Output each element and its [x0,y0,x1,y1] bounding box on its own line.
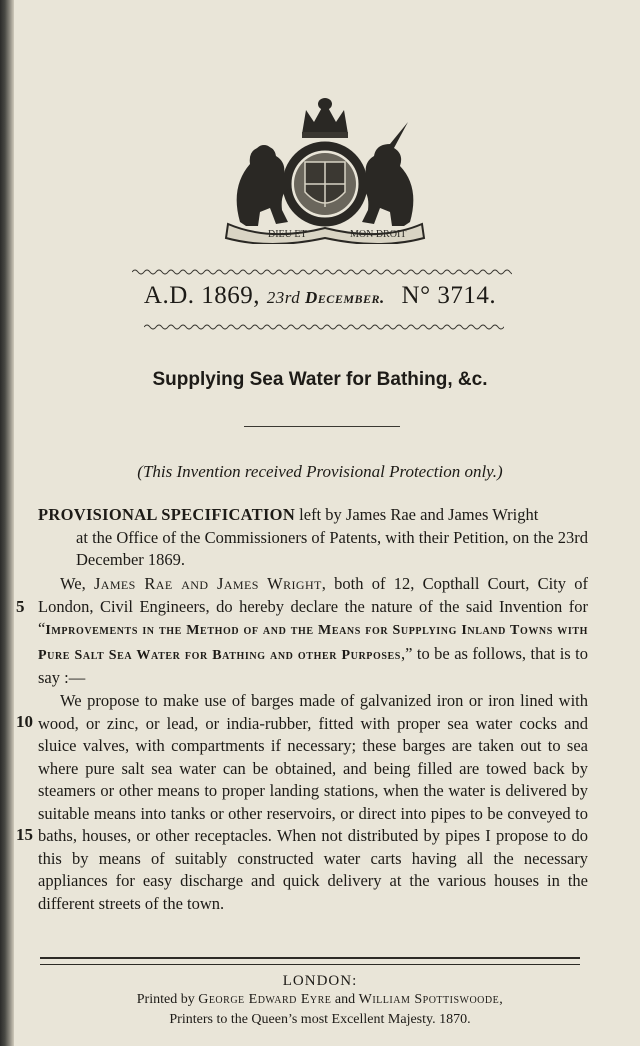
footer-printed-by [0,992,640,1008]
wavy-rule-top [132,268,512,276]
declaration-we: We, [60,574,94,593]
crest-motto-left: DIEU ET [268,229,307,240]
provisional-note: (This Invention received Provisional Protection only.) [137,462,503,481]
line-number-15: 15 [16,825,33,844]
specification-paragraph [38,504,588,572]
patent-title: Supplying Sea Water for Bathing, &c. [152,369,488,390]
date-day: 23rd [266,288,301,307]
specification-continuation: at the Office of the Commissioners of Patents, with their Petition, on the 23rd December 1869. [76,527,588,569]
book-spine-edge [0,0,14,1046]
date-label [267,288,385,307]
printer-name-1: George Edward Eyre [198,992,332,1007]
printer-name-2: William Spottiswoode, [358,992,504,1007]
patent-header [0,282,640,310]
declaration-end: ,” to be as follows, that is to say :— [38,643,588,687]
specification-line1: left by James Rae and James Wright [295,505,539,524]
printed-by-label: Printed by [136,992,199,1007]
footer-double-rule [40,957,580,965]
applicant-names: James Rae and James Wright [93,574,322,593]
declaration-text: , both of 12, Copthall Court, City of London, Civil Engineers, do hereby declare the nature of the said Invention for “ [38,574,589,638]
patent-number: N° 3714. [401,282,497,309]
footer-city: LONDON: [282,973,358,989]
declaration-paragraph [38,573,588,690]
line-number-5: 5 [16,597,25,616]
title-divider [244,426,400,427]
description-paragraph: We propose to make use of barges made of galvanized iron or iron lined with wood, or zinc, or lead, or india-rubber, fitted with proper sea water cocks and sluice valves, with compartments if necessary; these barges are taken out to sea where pure salt sea water can be obtained, and being filled are towed back by steamers or other means to proper landing stations, when the water is delivered by suitable means into tanks or other reservoirs, or direct into pipes to be conveyed to baths, houses, or other receptacles. When not distributed by pipes I propose to do this by means of suitably constructed water carts having all the necessary appliances for easy discharge and quick delivery at the various houses in the different streets of the town. [38,691,588,913]
specification-heading: PROVISIONAL SPECIFICATION [38,505,296,524]
printed-by-and: and [331,992,359,1007]
date-month: December. [305,288,385,307]
wavy-rule-bottom [144,323,504,331]
footer-printers-line: Printers to the Queen’s most Excellent Majesty. 1870. [169,1012,471,1027]
line-number-10: 10 [16,712,33,731]
crest-motto-right: MON DROIT [350,229,407,240]
royal-coat-of-arms-icon [210,92,440,244]
year-label: A.D. 1869, [143,282,261,309]
invention-title: Improvements in the Method of and the Means for Supplying Inland Towns with Pure Salt Sea Water for Bathing and other Purposes [38,623,588,663]
